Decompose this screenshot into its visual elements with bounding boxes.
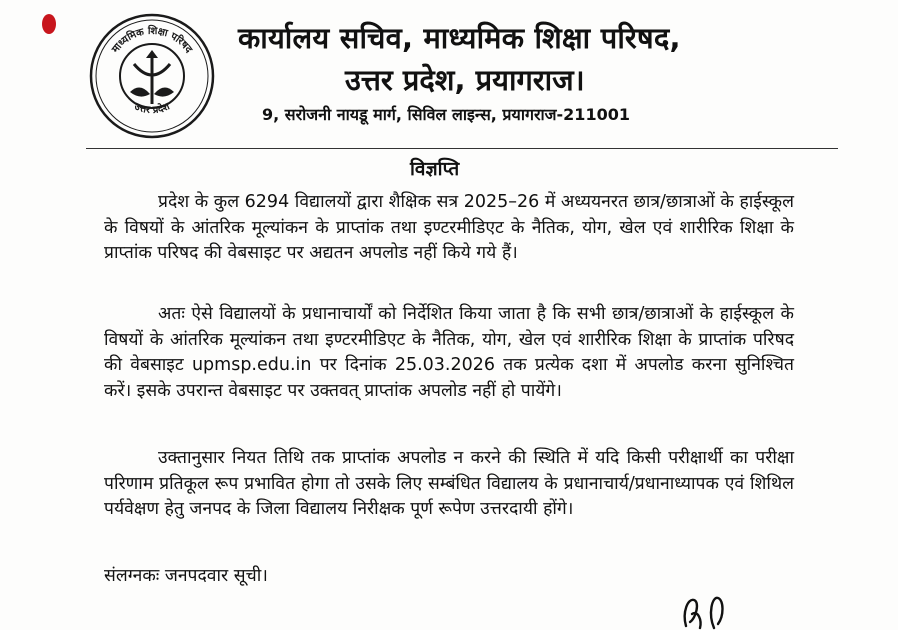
handwritten-signature	[680, 592, 740, 630]
enclosure-note: संलग्नकः जनपदवार सूची।	[104, 566, 268, 586]
notice-heading: विज्ञप्ति	[410, 158, 460, 180]
red-seal-dot	[42, 14, 56, 34]
seal-text-top: माध्यमिक शिक्षा परिषद	[110, 25, 194, 56]
notice-paragraph-2: अतः ऐसे विद्यालयों के प्रधानाचार्यों को निर्देशित किया जाता है कि सभी छात्र/छात्राओं के हाईस्कूल के विषयों के आंतरिक मूल्यांकन तथा इण्टरमीडिएट के नैतिक, योग, खेल एवं शारीरिक शिक्षा के प्राप्तांक परिषद की वेबसाइट upmsp.edu.in पर दिनांक 25.03.2026 तक प्रत्येक दशा में अपलोड करना सुनिश्चित करें। इसके उपरान्त वेबसाइट पर उक्तवत् प्राप्तांक अपलोड नहीं हो पायेंगे।	[104, 304, 794, 401]
office-address: 9, सरोजनी नायडू मार्ग, सिविल लाइन्स, प्रयागराज-211001	[262, 105, 630, 124]
header-divider	[86, 148, 838, 149]
notice-paragraph-1: प्रदेश के कुल 6294 विद्यालयों द्वारा शैक्षिक सत्र 2025–26 में अध्ययनरत छात्र/छात्राओं के हाईस्कूल के विषयों के आंतरिक मूल्यांकन के प्राप्तांक तथा इण्टरमीडिएट के नैतिक, योग, खेल एवं शारीरिक शिक्षा के प्राप्तांक परिषद की वेबसाइट पर अद्यतन अपलोड नहीं किये गये हैं।	[104, 192, 794, 263]
office-title-line1: कार्यालय सचिव, माध्यमिक शिक्षा परिषद,	[238, 21, 681, 55]
office-title-line2: उत्तर प्रदेश, प्रयागराज।	[345, 63, 585, 97]
seal-text-bottom: उत्तर प्रदेश	[132, 101, 172, 117]
notice-paragraph-3: उक्तानुसार नियत तिथि तक प्राप्तांक अपलोड न करने की स्थिति में यदि किसी परीक्षार्थी का परीक्षा परिणाम प्रतिकूल रूप प्रभावित होगा तो उसके लिए सम्बंधित विद्यालय के प्रधानाचार्य/प्रधानाध्यापक एवं शिथिल पर्यवेक्षण हेतु जनपद के जिला विद्यालय निरीक्षक पूर्ण रूपेण उत्तरदायी होंगे।	[104, 448, 794, 519]
board-emblem-seal	[88, 12, 216, 140]
